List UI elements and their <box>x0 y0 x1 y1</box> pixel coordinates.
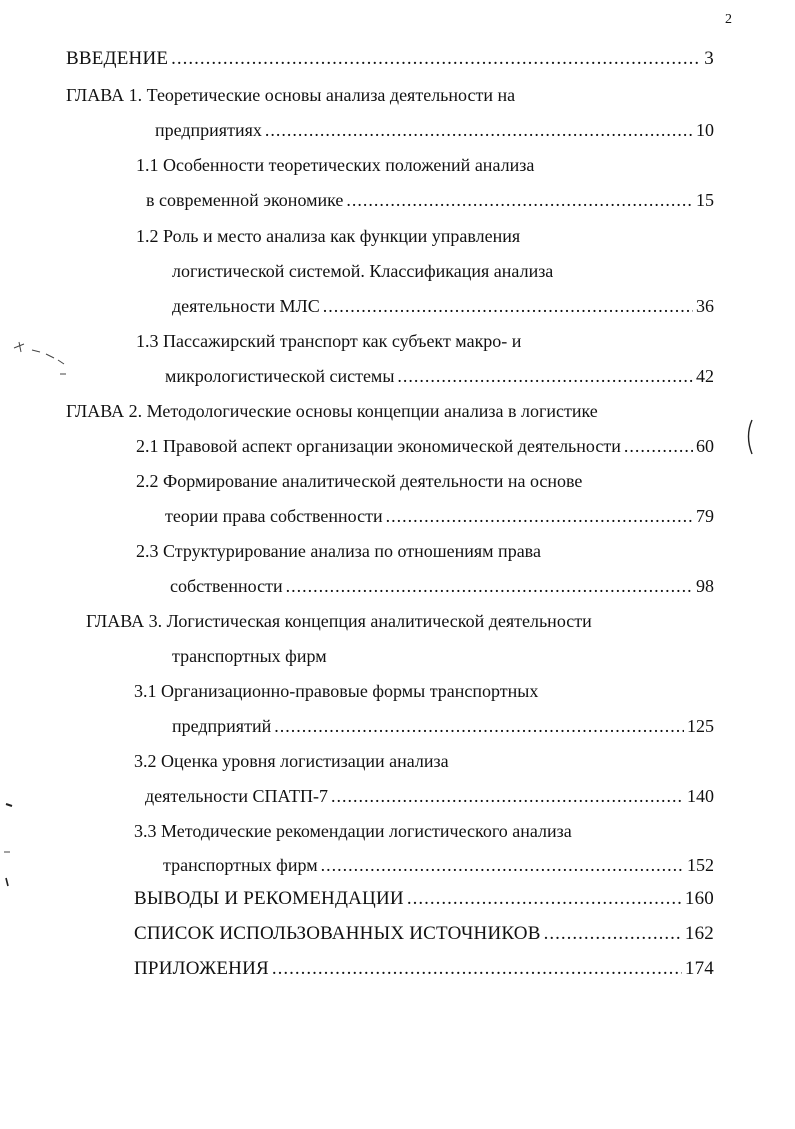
toc-page: 15 <box>696 190 714 210</box>
toc-page: 140 <box>687 786 714 806</box>
dot-leader <box>171 48 701 70</box>
toc-entry-section-1-3[interactable] <box>165 365 714 387</box>
toc-entry-section-2-2[interactable] <box>165 505 714 527</box>
toc-entry-chapter-1[interactable] <box>155 119 714 141</box>
toc-title: ПРИЛОЖЕНИЯ <box>134 958 269 979</box>
dot-leader <box>544 923 682 945</box>
toc-title: деятельности СПАТП-7 <box>145 786 328 806</box>
toc-chapter-3-title: ГЛАВА 3. Логистическая концепция аналитической деятельности <box>86 611 592 631</box>
toc-section-3-3-title: 3.3 Методические рекомендации логистического анализа <box>134 821 572 841</box>
toc-chapter-3-title-cont: транспортных фирм <box>172 646 327 666</box>
scan-artifact-bracket <box>742 418 758 458</box>
toc-entry-section-1-2[interactable] <box>172 295 714 317</box>
toc-entry-references[interactable] <box>134 923 714 945</box>
toc-section-3-2-title: 3.2 Оценка уровня логистизации анализа <box>134 751 449 771</box>
toc-title: ВВЕДЕНИЕ <box>66 48 169 69</box>
toc-section-1-3-title: 1.3 Пассажирский транспорт как субъект макро- и <box>136 331 522 351</box>
dot-leader <box>346 189 693 211</box>
dot-leader <box>331 785 684 807</box>
toc-title: транспортных фирм <box>163 855 318 875</box>
toc-section-1-2-title-cont: логистической системой. Классификация анализа <box>172 261 554 281</box>
toc-page: 79 <box>696 506 714 526</box>
toc-title: предприятиях <box>155 120 262 140</box>
toc-page: 160 <box>684 888 714 909</box>
toc-entry-section-2-3[interactable] <box>170 575 714 597</box>
toc-chapter-1-title: ГЛАВА 1. Теоретические основы анализа деятельности на <box>66 85 516 105</box>
toc-page: 174 <box>684 958 714 979</box>
toc-section-2-2-title: 2.2 Формирование аналитической деятельности на основе <box>136 471 583 491</box>
toc-entry-section-3-1[interactable] <box>172 715 714 737</box>
toc-section-2-3-title: 2.3 Структурирование анализа по отношениям права <box>136 541 541 561</box>
toc-page: 42 <box>696 366 714 386</box>
toc-section-1-1-title: 1.1 Особенности теоретических положений анализа <box>136 155 535 175</box>
toc-page: 152 <box>687 855 714 875</box>
dot-leader <box>397 365 693 387</box>
dot-leader <box>265 119 693 141</box>
toc-chapter-2-title: ГЛАВА 2. Методологические основы концепции анализа в логистике <box>66 401 598 421</box>
toc-section-3-1-title: 3.1 Организационно-правовые формы транспортных <box>134 681 539 701</box>
dot-leader <box>407 888 682 910</box>
toc-page: 3 <box>704 48 714 69</box>
toc-section-1-2-title: 1.2 Роль и место анализа как функции управления <box>136 226 521 246</box>
toc-entry-section-2-1[interactable] <box>136 435 714 457</box>
toc-page: 125 <box>687 716 714 736</box>
toc-entry-section-3-2[interactable] <box>145 785 714 807</box>
toc-page: 36 <box>696 296 714 316</box>
scan-artifact-mark <box>10 338 70 378</box>
toc-title: в современной экономике <box>146 190 344 210</box>
dot-leader <box>624 435 693 457</box>
toc-title: ВЫВОДЫ И РЕКОМЕНДАЦИИ <box>134 888 404 909</box>
toc-title: предприятий <box>172 716 272 736</box>
toc-page: 162 <box>684 923 714 944</box>
toc-entry-section-1-1[interactable] <box>146 189 714 211</box>
dot-leader <box>321 854 684 876</box>
toc-entry-section-3-3[interactable] <box>163 854 714 876</box>
toc-entry-intro[interactable] <box>66 48 714 70</box>
scan-artifact-edge <box>0 796 16 896</box>
toc-page: 98 <box>696 576 714 596</box>
toc-title: микрологистической системы <box>165 366 395 386</box>
toc-title: 2.1 Правовой аспект организации экономической деятельности <box>136 436 621 456</box>
toc-entry-appendices[interactable] <box>134 958 714 980</box>
toc-title: теории права собственности <box>165 506 383 526</box>
page-number: 2 <box>725 12 732 27</box>
toc-page: 60 <box>696 436 714 456</box>
dot-leader <box>286 575 693 597</box>
dot-leader <box>274 715 684 737</box>
toc-entry-conclusions[interactable] <box>134 888 714 910</box>
toc-title: собственности <box>170 576 283 596</box>
dot-leader <box>272 958 682 980</box>
toc-title: СПИСОК ИСПОЛЬЗОВАННЫХ ИСТОЧНИКОВ <box>134 923 541 944</box>
dot-leader <box>323 295 693 317</box>
toc-page: 10 <box>696 120 714 140</box>
toc-title: деятельности МЛС <box>172 296 320 316</box>
dot-leader <box>386 505 693 527</box>
